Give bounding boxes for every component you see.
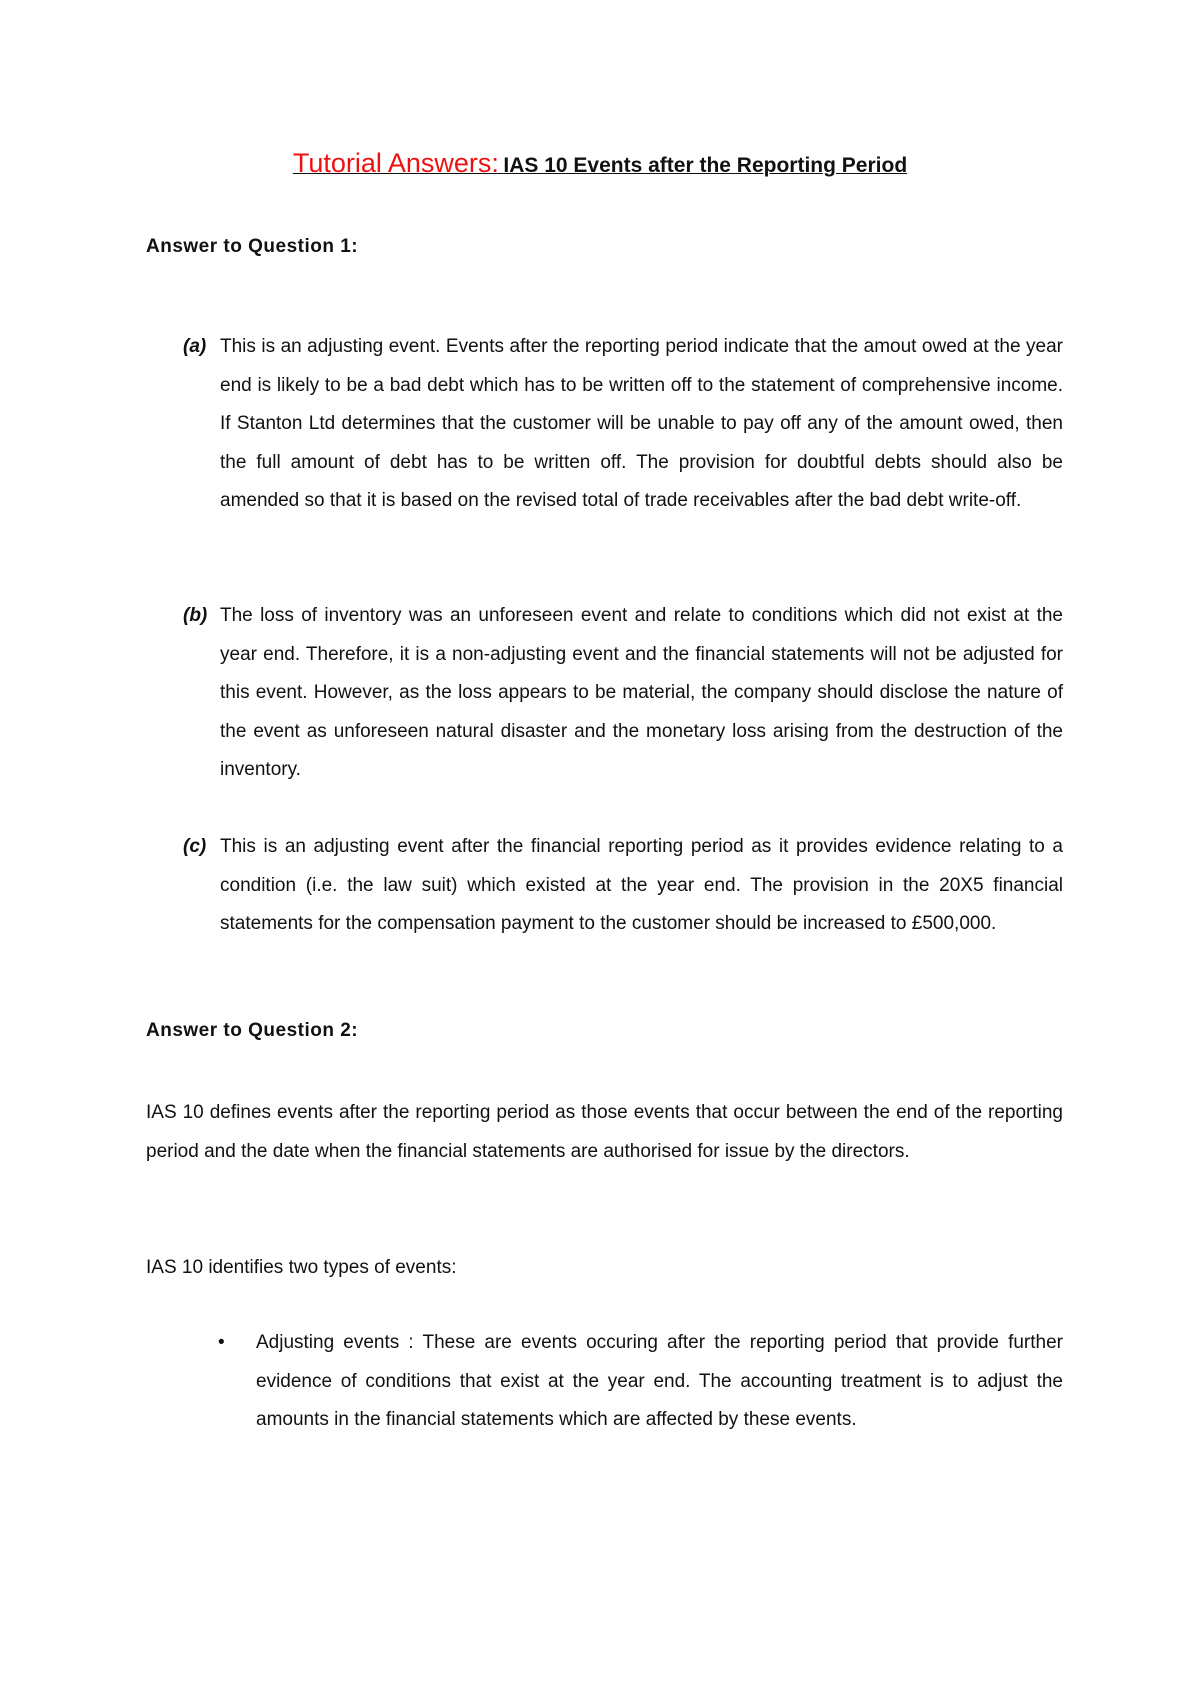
question2-heading: Answer to Question 2: [146,1020,359,1041]
item-label: (c) [183,836,207,857]
title-highlight: Tutorial Answers [292,148,492,178]
bullet-text: Adjusting events : These are events occuring after the reporting period that provide further evidence of conditions that exist at the year end. The accounting treatment is to adjust the amounts in the financial statements which are affected by these events. [256,1332,1063,1430]
answer-item-b [183,597,1063,790]
types-paragraph: IAS 10 identifies two types of events: [146,1257,457,1278]
title-subject: IAS 10 Events after the Reporting Period [503,154,908,177]
answer-item-c [183,828,1063,944]
bullet-item [218,1324,1063,1440]
bullet-icon: • [218,1332,225,1353]
item-label: (a) [183,336,207,357]
title-separator: : [491,148,499,178]
item-text: This is an adjusting event. Events after the reporting period indicate that the amout owed at the year end is likely to be a bad debt which has to be written off to the statement of comprehensive income. If Stanton Ltd determines that the customer will be unable to pay off any of the amount owed, then the full amount of debt has to be written off. The provision for doubtful debts should also be amended so that it is based on the revised total of trade receivables after the bad debt write-off. [220,336,1063,511]
definition-paragraph: IAS 10 defines events after the reporting period as those events that occur between the end of the reporting period and the date when the financial statements are authorised for issue by the directors. [146,1102,1063,1162]
item-text: This is an adjusting event after the financial reporting period as it provides evidence relating to a condition (i.e. the law suit) which existed at the year end. The provision in the 20X5 financial statements for the compensation payment to the customer should be increased to £500,000. [220,836,1063,934]
item-text: The loss of inventory was an unforeseen event and relate to conditions which did not exist at the year end. Therefore, it is a non-adjusting event and the financial statements will not be adjusted for this event. However, as the loss appears to be material, the company should disclose the nature of the event as unforeseen natural disaster and the monetary loss arising from the destruction of the inventory. [220,605,1063,780]
question1-heading: Answer to Question 1: [146,236,359,257]
answer-item-a [183,328,1063,521]
item-label: (b) [183,605,208,626]
page-title [0,148,1200,179]
